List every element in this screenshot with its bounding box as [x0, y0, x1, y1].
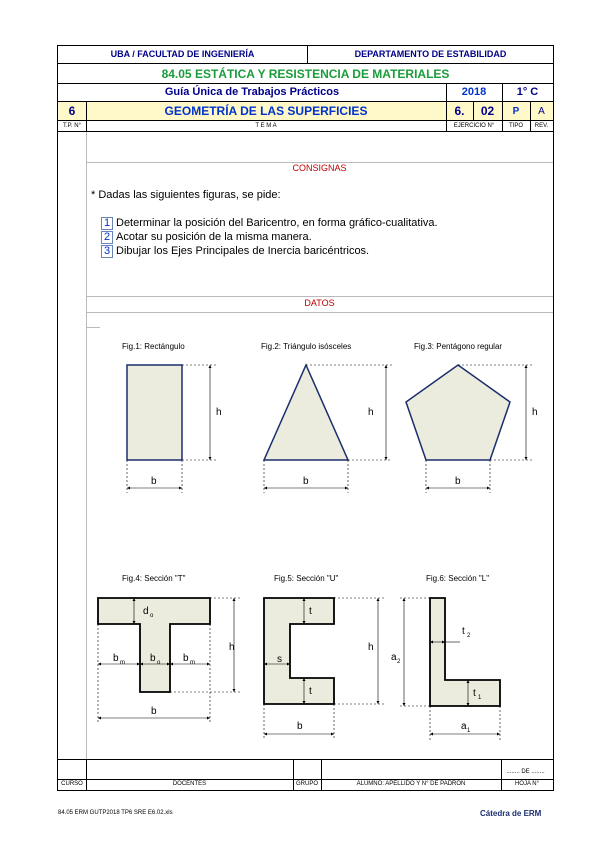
fig1-rectangle: [127, 365, 216, 493]
exercise-minor: 02: [480, 104, 495, 118]
semester: 1° C: [516, 86, 539, 98]
dim-label: b: [113, 653, 119, 664]
dim-label: b: [150, 653, 156, 664]
sheet-counter: ........ DE ........: [506, 769, 545, 775]
dim-subscript: 1: [467, 728, 471, 734]
fig4-caption: Fig.4: Sección "T": [122, 574, 186, 583]
dim-subscript: o: [157, 660, 161, 666]
dim-label: h: [368, 407, 374, 418]
course-title: 84.05 ESTÁTICA Y RESISTENCIA DE MATERIALES: [161, 67, 450, 81]
fig6-caption: Fig.6: Sección "L": [426, 574, 490, 583]
topic-title: GEOMETRÍA DE LAS SUPERFICIES: [164, 104, 368, 118]
fig3-caption: Fig.3: Pentágono regular: [414, 342, 503, 351]
item-text: Acotar su posición de la misma manera.: [116, 231, 312, 243]
dim-label: b: [455, 476, 461, 487]
dim-label: h: [532, 407, 538, 418]
label-tipo: TIPO: [508, 123, 523, 129]
dim-label: d: [143, 606, 149, 617]
dim-label: t: [309, 686, 312, 697]
dim-label: b: [297, 721, 303, 732]
university-label: UBA / FACULTAD DE INGENIERÍA: [110, 49, 255, 59]
type: P: [512, 106, 520, 117]
file-name: 84.05 ERM GUTP2018 TP6 SRE E6.02.xls: [58, 810, 173, 816]
fig5-u-section: [264, 598, 384, 740]
rev: A: [538, 106, 545, 117]
dim-label: a: [461, 721, 467, 732]
dim-subscript: m: [120, 660, 125, 666]
department-label: DEPARTAMENTO DE ESTABILIDAD: [354, 49, 507, 59]
dim-label: t: [473, 688, 476, 699]
consignas-intro: * Dadas las siguientes figuras, se pide:: [91, 189, 281, 201]
fig1-caption: Fig.1: Rectángulo: [122, 342, 185, 351]
label-hoja: HOJA N°: [514, 781, 540, 787]
catedra-label: Cátedra de ERM: [480, 809, 542, 818]
dim-subscript: 2: [397, 659, 401, 665]
item-number: 3: [101, 245, 113, 258]
label-alumno: ALUMNO: APELLIDO Y N° DE PADRÓN: [356, 781, 466, 787]
item-text: Dibujar los Ejes Principales de Inercia baricéntricos.: [116, 245, 370, 257]
year: 2018: [461, 86, 487, 98]
label-tp: T.P. N°: [63, 123, 81, 129]
dim-label: h: [229, 642, 235, 653]
label-grupo: GRUPO: [295, 781, 318, 787]
fig3-pentagon: [406, 365, 532, 493]
label-ejercicio: EJERCICIO N°: [453, 123, 495, 129]
dim-label: s: [277, 654, 282, 665]
fig5-caption: Fig.5: Sección "U": [274, 574, 339, 583]
item-number: 1: [101, 217, 113, 230]
dim-label: h: [368, 642, 374, 653]
dim-label: b: [151, 476, 157, 487]
dim-label: h: [216, 407, 222, 418]
item-number: 2: [101, 231, 113, 244]
tp-number: 6: [68, 104, 76, 118]
fig2-caption: Fig.2: Triángulo isósceles: [261, 342, 352, 351]
exercise-major: 6.: [454, 104, 465, 118]
dim-label: t: [462, 626, 465, 637]
label-tema: T E M A: [255, 123, 277, 129]
dim-label: a: [391, 652, 397, 663]
dim-label: t: [309, 606, 312, 617]
label-docentes: DOCENTES: [172, 781, 207, 787]
dim-subscript: m: [190, 660, 195, 666]
item-text: Determinar la posición del Baricentro, en forma gráfico-cualitativa.: [116, 217, 438, 229]
consignas-title: CONSIGNAS: [292, 163, 347, 173]
dim-subscript: 1: [478, 695, 482, 701]
dim-label: b: [151, 706, 157, 717]
fig6-l-section: [398, 598, 500, 740]
dim-subscript: o: [150, 613, 154, 619]
dim-subscript: 2: [467, 633, 471, 639]
label-rev: REV.: [534, 123, 549, 129]
dim-label: b: [183, 653, 189, 664]
guide-title: Guía Única de Trabajos Prácticos: [164, 86, 340, 98]
datos-title: DATOS: [304, 298, 335, 308]
dim-label: b: [303, 476, 309, 487]
label-curso: CURSO: [61, 781, 83, 787]
fig2-triangle: [264, 365, 392, 493]
